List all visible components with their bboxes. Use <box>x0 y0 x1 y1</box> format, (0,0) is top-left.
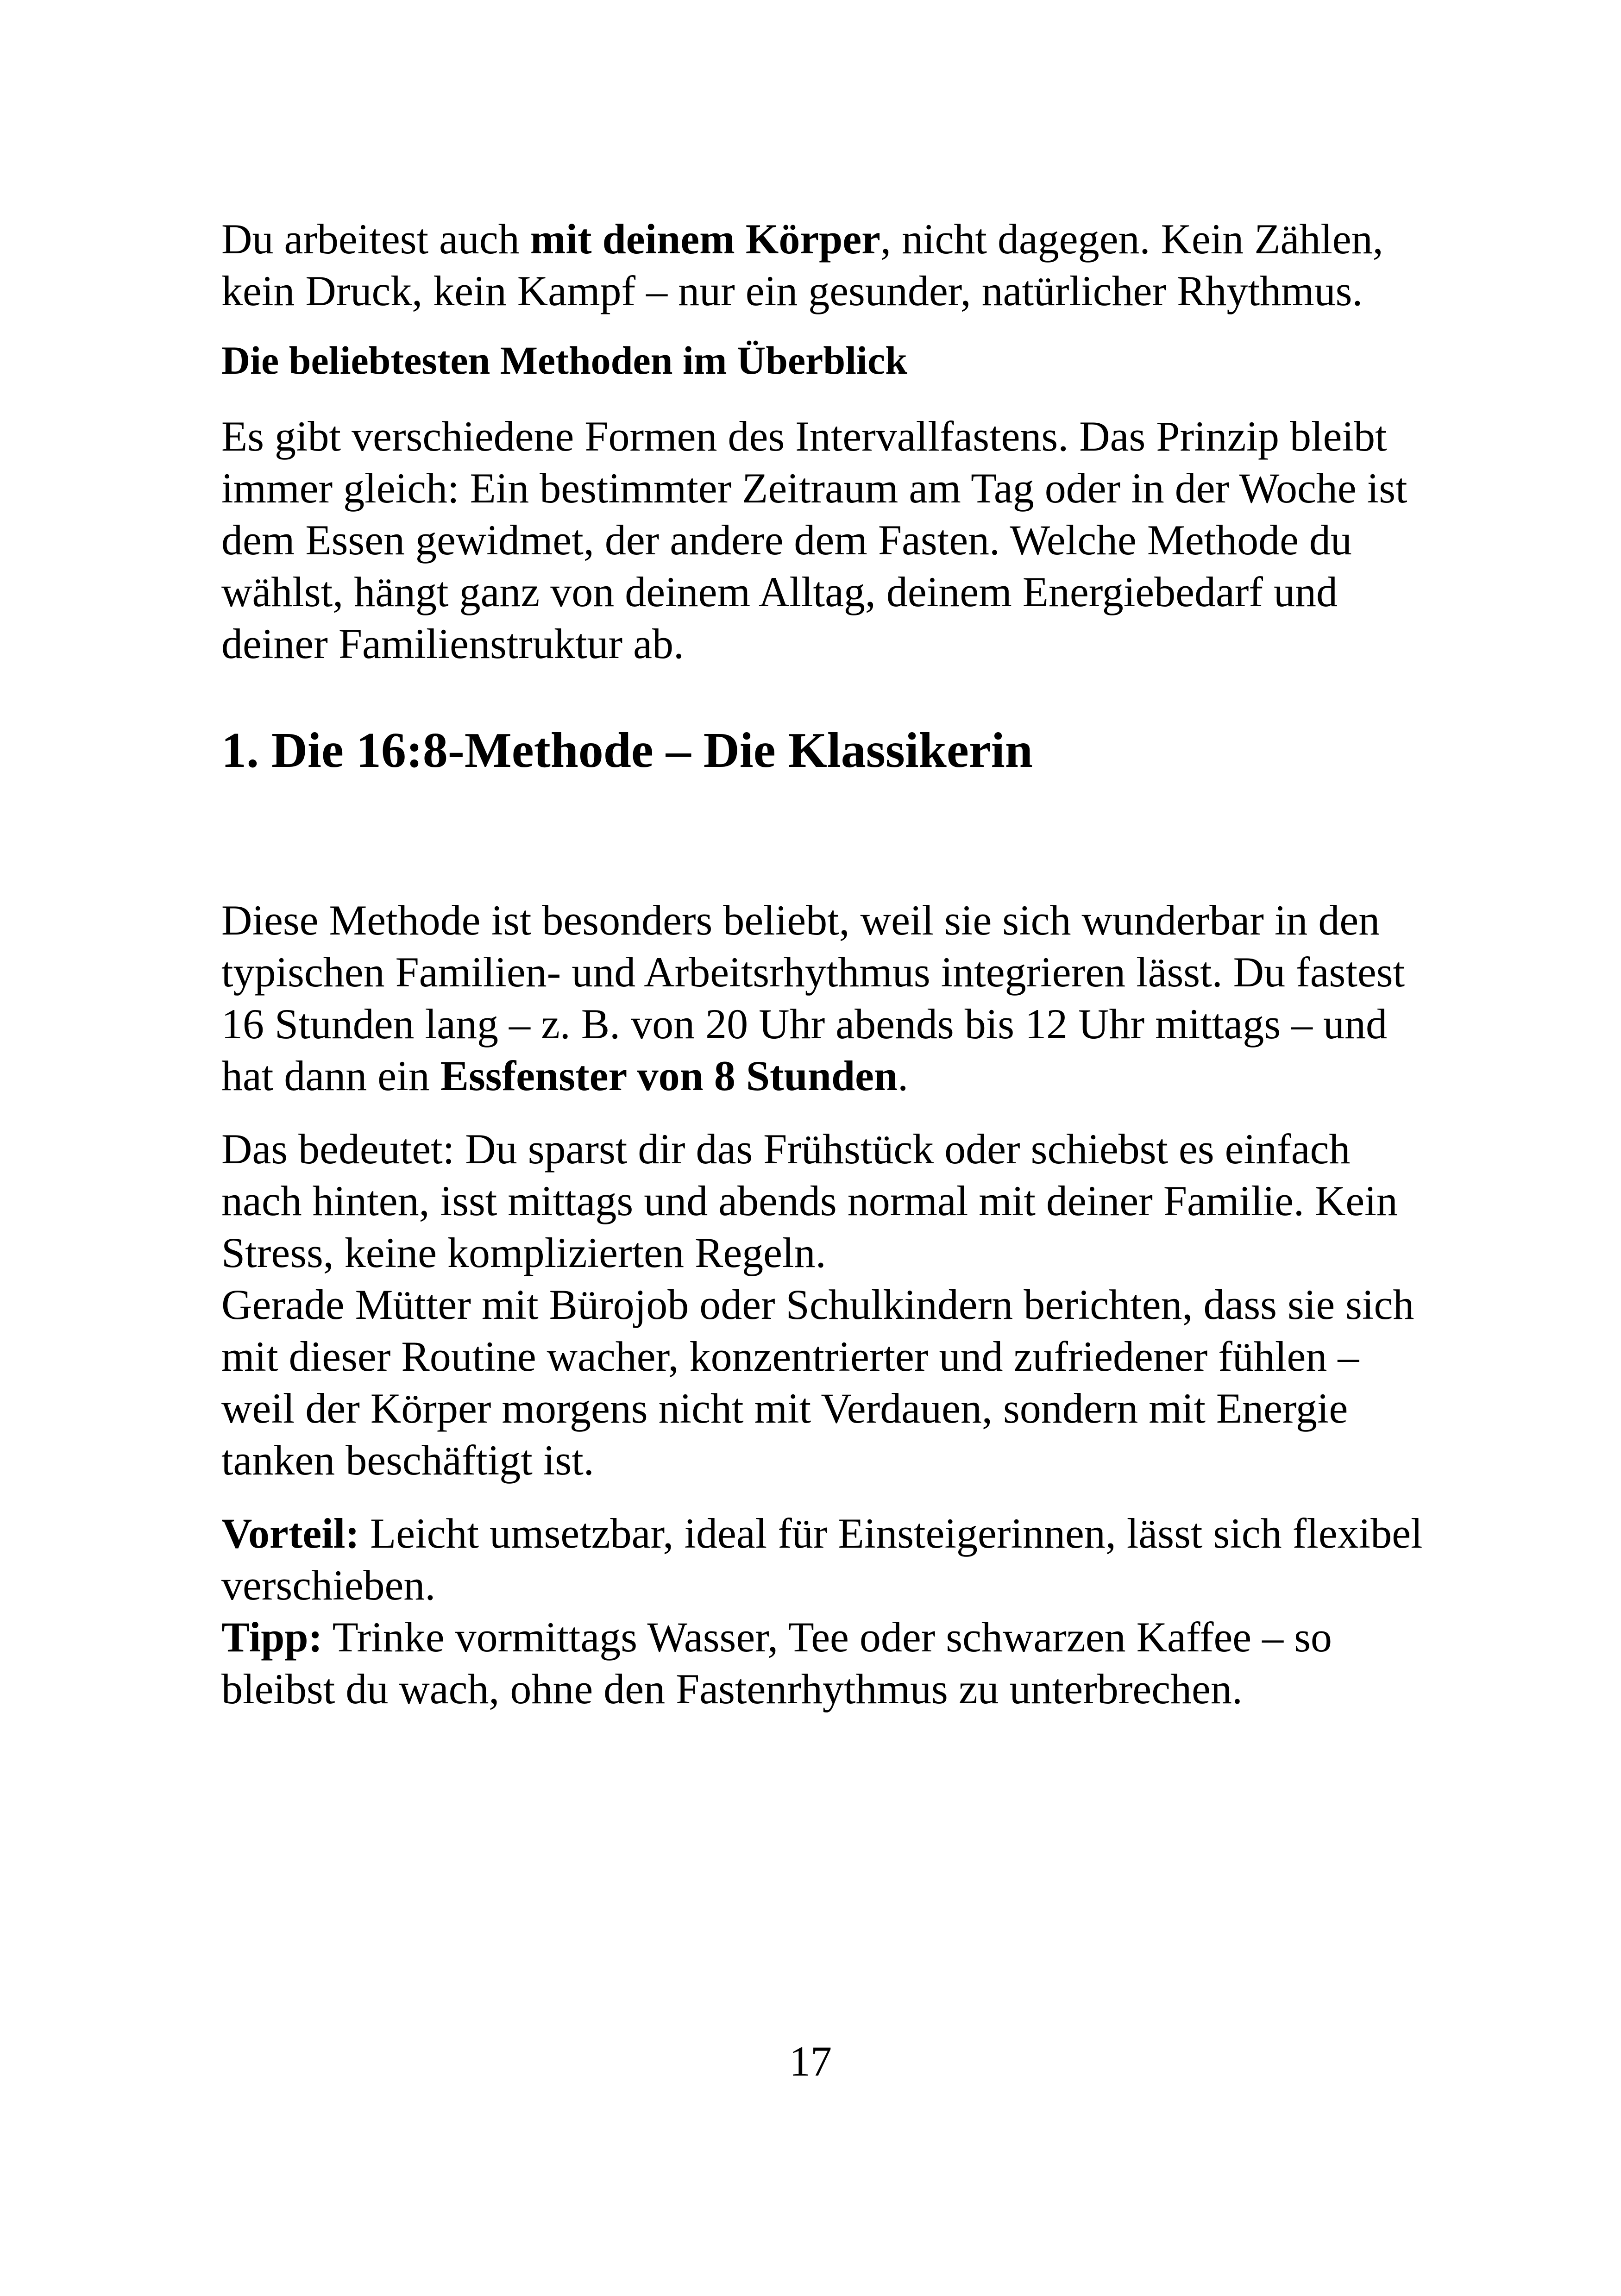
method-description-paragraph: Diese Methode ist besonders beliebt, weil sie sich wunderbar in den typischen Familien- und Arbeitsrhythmus integrieren lässt. Du fastest 16 Stunden lang – z. B. von 20 Uhr abends bis 12 Uhr mittags – und hat dann ein Essfenster von 8 Stunden. <box>221 897 1405 1099</box>
chapter-heading: 1. Die 16:8-Methode – Die Klassikerin <box>221 723 1033 778</box>
advantage-paragraph: Vorteil: Leicht umsetzbar, ideal für Einsteigerinnen, lässt sich flexibel verschieben. <box>221 1510 1423 1609</box>
tip-paragraph: Tipp: Trinke vormittags Wasser, Tee oder schwarzen Kaffee – so bleibst du wach, ohne den Fastenrhythmus zu unterbrechen. <box>221 1613 1332 1713</box>
page-number: 17 <box>789 2038 832 2085</box>
mothers-paragraph: Gerade Mütter mit Bürojob oder Schulkindern berichten, dass sie sich mit dieser Routine wacher, konzentrierter und zufriedener fühlen – weil der Körper morgens nicht mit Verdauen, sondern mit Energie tanken beschäftigt ist. <box>221 1281 1414 1484</box>
section-subheading: Die beliebtesten Methoden im Überblick <box>221 338 907 383</box>
meaning-paragraph: Das bedeutet: Du sparst dir das Frühstück oder schiebst es einfach nach hinten, isst mittags und abends normal mit deiner Familie. Kein Stress, keine komplizierten Regeln. <box>221 1125 1398 1276</box>
page-body <box>221 213 1426 1715</box>
methods-overview-paragraph: Es gibt verschiedene Formen des Intervallfastens. Das Prinzip bleibt immer gleich: Ein bestimmter Zeitraum am Tag oder in der Woche ist dem Essen gewidmet, der andere dem Fasten. Welche Methode du wählst, hängt ganz von deinem Alltag, deinem Energiebedarf und deiner Familienstruktur ab. <box>221 413 1407 667</box>
emphasis-eating-window: Essfenster von 8 Stunden <box>440 1052 898 1099</box>
advantage-label: Vorteil: <box>221 1510 360 1557</box>
intro-paragraph: Du arbeitest auch mit deinem Körper, nicht dagegen. Kein Zählen, kein Druck, kein Kampf – nur ein gesunder, natürlicher Rhythmus. <box>221 215 1383 314</box>
emphasis-body: mit deinem Körper <box>530 215 880 263</box>
tip-label: Tipp: <box>221 1613 323 1661</box>
